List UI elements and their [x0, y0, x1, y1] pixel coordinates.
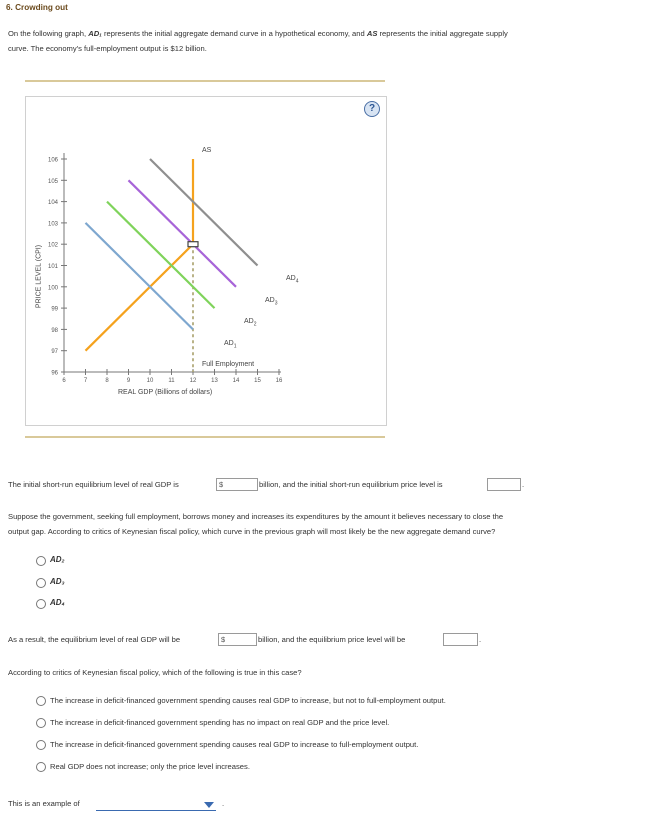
x-tick-label: 10	[146, 378, 154, 384]
curve-ad4	[150, 159, 258, 266]
q1-text-mid: billion, and the initial short-run equilibrium price level is	[259, 480, 443, 489]
ad2-curve-label: $AD_2$	[244, 318, 257, 328]
radio-q4-option-2[interactable]	[36, 718, 46, 728]
q3-text-pre: As a result, the equilibrium level of real GDP will be	[8, 635, 181, 644]
divider-bottom	[25, 436, 385, 438]
ad1-curve-label: $AD_1$	[224, 340, 237, 350]
as-symbol: AS	[366, 29, 378, 38]
x-tick-label: 13	[211, 378, 218, 384]
intro-line-1	[8, 26, 508, 41]
intro-text-3: represents the initial aggregate supply	[377, 29, 508, 38]
initial-gdp-input[interactable]	[216, 478, 258, 491]
q4-option-3-label: The increase in deficit-financed government spending causes real GDP to increase to full-employment output.	[50, 740, 419, 749]
y-tick-label: 99	[51, 306, 58, 313]
new-gdp-input[interactable]	[218, 633, 257, 646]
radio-ad3[interactable]	[36, 578, 46, 588]
q4-option-2-label: The increase in deficit-financed government spending has no impact on real GDP and the price level.	[50, 718, 390, 727]
y-tick-label: 97	[51, 349, 58, 356]
y-tick-label: 105	[47, 178, 58, 185]
radio-ad2[interactable]	[36, 556, 46, 566]
x-tick-label: 16	[275, 378, 283, 384]
intro-line-2: curve. The economy's full-employment output is $12 billion.	[8, 44, 207, 53]
equilibrium-marker	[188, 242, 198, 247]
q5-text-pre: This is an example of	[8, 799, 80, 808]
y-tick-label: 98	[51, 327, 58, 334]
q3-text-mid: billion, and the equilibrium price level will be	[258, 635, 406, 644]
q4-prompt: According to critics of Keynesian fiscal policy, which of the following is true in this case?	[8, 668, 302, 677]
q3-text-post: .	[479, 635, 482, 644]
curve-as	[86, 159, 194, 351]
help-icon[interactable]: ?	[364, 101, 380, 117]
q4-option-1-label: The increase in deficit-financed government spending causes real GDP to increase, but not to full-employment output.	[50, 696, 446, 705]
new-price-input[interactable]	[443, 633, 478, 646]
curve-ad3	[129, 180, 237, 286]
y-tick-label: 104	[47, 200, 58, 207]
ad1-symbol: AD₁	[88, 29, 102, 38]
as-curve-label: AS	[202, 147, 212, 154]
policy-type-dropdown[interactable]	[96, 800, 216, 811]
q5-text-post: .	[222, 799, 225, 808]
y-tick-label: 102	[47, 242, 58, 249]
radio-q4-option-1[interactable]	[36, 696, 46, 706]
chevron-down-icon[interactable]	[204, 802, 214, 808]
dollar-sign: $	[221, 635, 226, 644]
x-tick-label: 9	[126, 378, 131, 384]
initial-price-input[interactable]	[487, 478, 521, 491]
x-tick-label: 8	[105, 378, 109, 384]
x-tick-label: 6	[62, 378, 66, 384]
y-tick-label: 103	[47, 221, 58, 228]
intro-text-1: On the following graph,	[8, 29, 89, 38]
y-tick-label: 100	[47, 285, 58, 292]
radio-ad4[interactable]	[36, 599, 46, 609]
curve-ad2	[107, 202, 215, 309]
question-title: 6. Crowding out	[6, 3, 68, 12]
y-tick-label: 106	[47, 157, 58, 164]
full-employment-label: Full Employment	[202, 361, 255, 368]
radio-q4-option-3[interactable]	[36, 740, 46, 750]
y-axis-label: PRICE LEVEL (CPI)	[35, 244, 43, 309]
radio-q4-option-4[interactable]	[36, 762, 46, 772]
x-axis-label: REAL GDP (Billions of dollars)	[118, 389, 213, 396]
ad4-curve-label: $AD_4$	[286, 275, 299, 285]
q1-text-pre: The initial short-run equilibrium level of real GDP is	[8, 480, 179, 489]
q1-text-post: .	[522, 480, 525, 489]
y-tick-label: 96	[51, 370, 58, 377]
intro-text-2: represents the initial aggregate demand curve in a hypothetical economy, and	[101, 29, 367, 38]
y-tick-label: 101	[47, 264, 58, 270]
x-tick-label: 7	[83, 378, 88, 384]
q2-line-1: Suppose the government, seeking full employment, borrows money and increases its expenditures by the amount it believes necessary to close the	[8, 512, 504, 521]
ad3-curve-label: $AD_3$	[265, 297, 278, 307]
q4-option-4-label: Real GDP does not increase; only the price level increases.	[50, 762, 250, 771]
option-ad3-label: AD₃	[50, 577, 65, 586]
divider-top	[25, 80, 385, 82]
q2-line-2: output gap. According to critics of Keynesian fiscal policy, which curve in the previous graph will most likely be the new aggregate demand curve?	[8, 527, 496, 536]
x-tick-label: 12	[189, 378, 197, 384]
x-tick-label: 14	[232, 378, 240, 384]
x-tick-label: 11	[168, 378, 175, 384]
option-ad4-label: AD₄	[50, 598, 65, 607]
dollar-sign: $	[219, 480, 224, 489]
x-tick-label: 15	[254, 378, 261, 384]
option-ad2-label: AD₂	[50, 555, 65, 564]
graph-panel	[25, 96, 387, 426]
curve-ad1	[86, 223, 194, 330]
